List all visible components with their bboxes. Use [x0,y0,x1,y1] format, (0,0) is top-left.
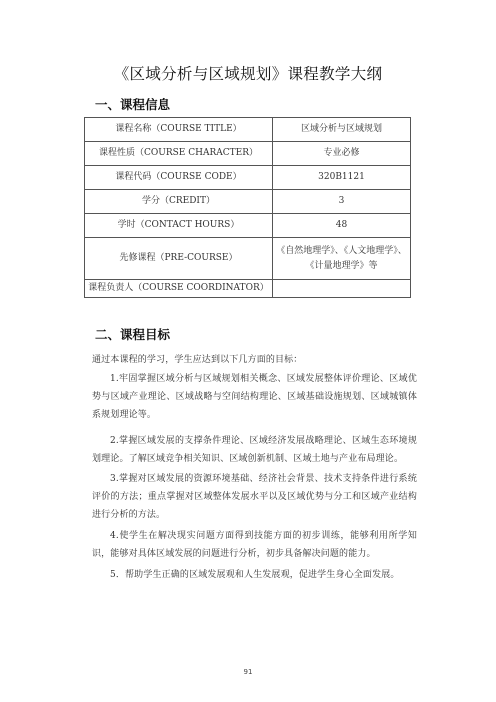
row-value-course-coordinator [273,280,411,298]
row-value-course-title: 区域分析与区域规划 [273,118,411,142]
objective-item-4: 4.使学生在解决现实问题方面得到技能方面的初步训练，能够利用所学知识，能够对具体区域发展的问题进行分析，初步具备解决问题的能力。 [92,531,417,560]
row-label-credit: 学分（CREDIT） [85,190,273,214]
objective-item-5: 5．帮助学生正确的区域发展观和人生发展观，促进学生身心全面发展。 [110,570,400,580]
table-row [85,166,411,190]
row-label-course-character: 课程性质（COURSE CHARACTER） [85,142,273,166]
objective-item-3: 3.掌握对区域发展的资源环境基础、经济社会背景、技术支持条件进行系统评价的方法；重点掌握对区域整体发展水平以及区域优势与分工和区域产业结构进行分析的方法。 [92,474,417,521]
row-value-course-character: 专业必修 [273,142,411,166]
objectives-intro: 通过本课程的学习，学生应达到以下几方面的目标： [92,355,303,365]
row-label-course-coordinator: 课程负责人（COURSE COORDINATOR） [85,280,273,298]
row-label-contact-hours: 学时（CONTACT HOURS） [85,214,273,238]
course-info-table [84,117,411,298]
objective-item-1: 1.牢固掌握区域分析与区域规划相关概念、区域发展整体评价理论、区域优势与区域产业理论、区域战略与空间结构理论、区域基础设施规划、区域城镇体系规划理论等。 [92,374,417,421]
row-value-pre-course [273,238,411,280]
objective-item-2: 2.掌握区域发展的支撑条件理论、区域经济发展战略理论、区域生态环境规划理论。了解区域竞争相关知识、区域创新机制、区域土地与产业布局理论。 [92,436,417,465]
table-row [85,142,411,166]
row-value-credit: 3 [273,190,411,214]
table-row [85,238,411,280]
table-row [85,118,411,142]
pre-course-line-1: 《自然地理学》、《人文地理学》、 [276,245,407,256]
table-row [85,214,411,238]
section-heading-course-info: 一、课程信息 [95,97,171,112]
pre-course-line-2: 《计量地理学》等 [305,260,378,271]
row-label-pre-course: 先修课程（PRE-COURSE） [85,238,273,280]
table-row [85,280,411,298]
section-heading-course-objectives: 二、课程目标 [95,327,171,342]
row-label-course-title: 课程名称（COURSE TITLE） [85,118,273,142]
document-title: 《区域分析与区域规划》课程教学大纲 [113,65,383,83]
row-label-course-code: 课程代码（COURSE CODE） [85,166,273,190]
row-value-contact-hours: 48 [273,214,411,238]
row-value-course-code: 320B1121 [273,166,411,190]
page-number: 91 [243,668,253,676]
table-row [85,190,411,214]
